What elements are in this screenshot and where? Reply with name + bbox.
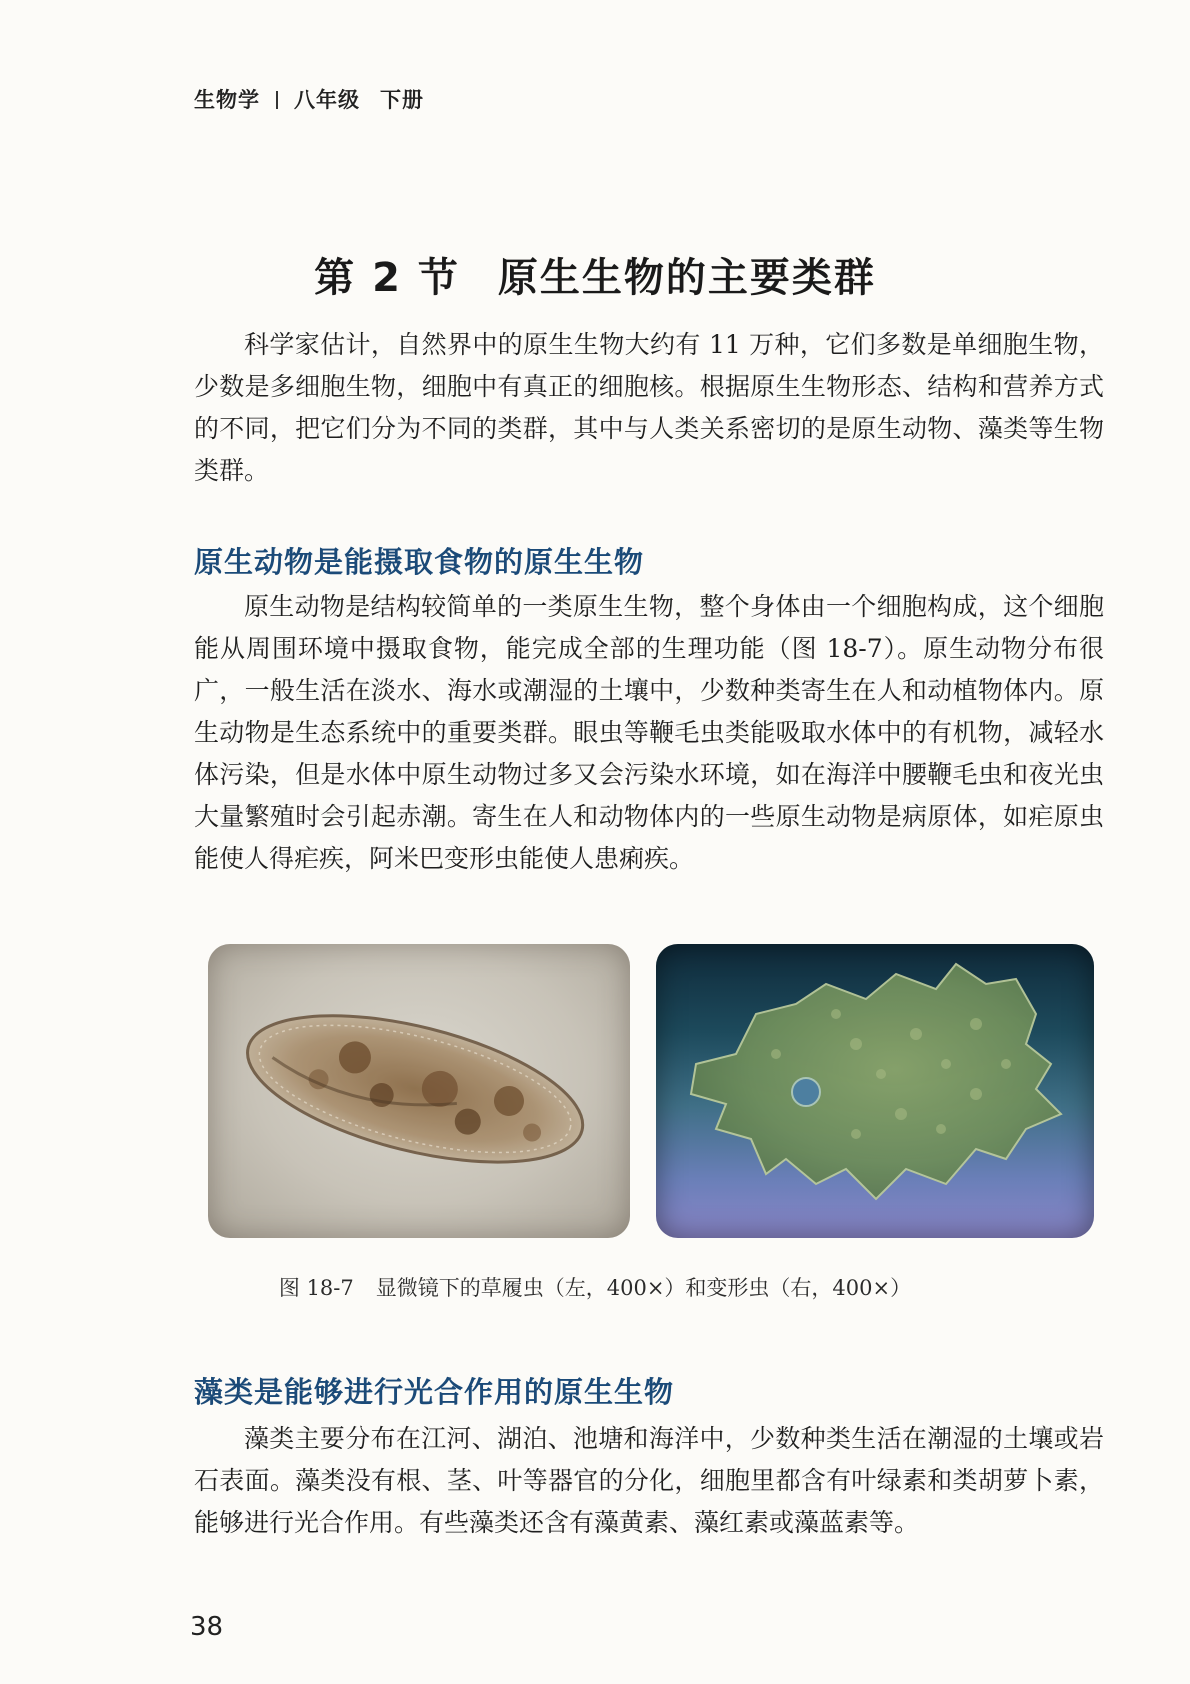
- figure-caption-text: 显微镜下的草履虫（左，400×）和变形虫（右，400×）: [375, 1276, 912, 1300]
- figure-caption: [0, 1272, 1190, 1302]
- amoeba-illustration: [656, 944, 1094, 1238]
- section-title-text: 原生生物的主要类群: [497, 255, 876, 301]
- header-grade: 八年级: [294, 88, 360, 112]
- algae-paragraph: 藻类主要分布在江河、湖泊、池塘和海洋中，少数种类生活在潮湿的土壤或岩石表面。藻类没有根、茎、叶等器官的分化，细胞里都含有叶绿素和类胡萝卜素，能够进行光合作用。有些藻类还含有藻黄素、藻红素或藻蓝素等。: [194, 1424, 1104, 1537]
- protozoa-heading: 原生动物是能摄取食物的原生生物: [194, 545, 645, 579]
- section-title: [0, 246, 1190, 303]
- figure-number: 图 18-7: [278, 1276, 354, 1300]
- header-volume: 下册: [380, 88, 424, 112]
- running-header: [194, 84, 424, 114]
- header-separator: [276, 91, 278, 109]
- algae-heading: 藻类是能够进行光合作用的原生生物: [194, 1375, 675, 1409]
- protozoa-paragraph-block: [194, 586, 1104, 880]
- algae-paragraph-block: [194, 1418, 1104, 1544]
- protozoa-paragraph: 原生动物是结构较简单的一类原生生物，整个身体由一个细胞构成，这个细胞能从周围环境中摄取食物，能完成全部的生理功能（图 18-7）。原生动物分布很广，一般生活在淡水、海水或潮湿的土壤中，少数种类寄生在人和动植物体内。原生动物是生态系统中的重要类群。眼虫等鞭毛虫类能吸取水体中的有机物，减轻水体污染，但是水体中原生动物过多又会污染水环境，如在海洋中腰鞭毛虫和夜光虫大量繁殖时会引起赤潮。寄生在人和动物体内的一些原生动物是病原体，如疟原虫能使人得疟疾，阿米巴变形虫能使人患痢疾。: [194, 592, 1104, 873]
- section-number: 第 2 节: [314, 255, 460, 301]
- intro-paragraph-block: [194, 324, 1104, 492]
- paramecium-illustration: [208, 944, 630, 1238]
- header-subject: 生物学: [194, 88, 260, 112]
- intro-paragraph: 科学家估计，自然界中的原生生物大约有 11 万种，它们多数是单细胞生物，少数是多细胞生物，细胞中有真正的细胞核。根据原生生物形态、结构和营养方式的不同，把它们分为不同的类群，其中与人类关系密切的是原生动物、藻类等生物类群。: [194, 330, 1104, 485]
- paramecium-photo: [208, 944, 630, 1238]
- amoeba-photo: [656, 944, 1094, 1238]
- page-number: 38: [190, 1612, 224, 1642]
